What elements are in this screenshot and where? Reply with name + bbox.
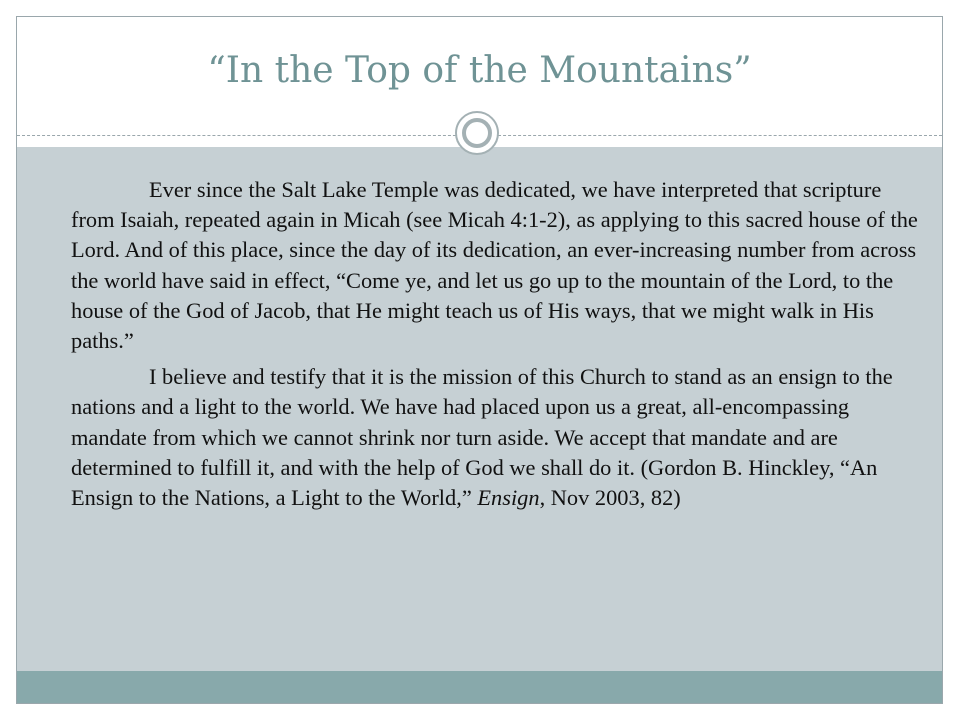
paragraph-1: Ever since the Salt Lake Temple was dedicated, we have interpreted that scripture from Isaiah, repeated again in Micah (see Micah 4:1-2), as applying to this sacred house of the Lord. And of this place, since the day of its dedication, an ever-increasing number from across the world have said in effect, “Come ye, and let us go up to the mountain of the Lord, to the house of the God of Jacob, that He might teach us of His ways, that we might walk in His paths.” [71,177,918,354]
circle-ornament-inner [462,118,492,148]
citation-end: , Nov 2003, 82) [539,485,681,511]
paragraph-2-text: I believe and testify that it is the mission of this Church to stand as an ensign to the nations and a light to the world. We have had placed upon us a great, all-encompassing mandate from which we cannot shrink nor turn aside. We accept that mandate and are determined to fulfill it, and with the help of God we shall do it. (Gordon B. Hinckley, “An Ensign to the Nations, a Light to the World,” [71,364,893,511]
citation-source-italic: Ensign [477,485,540,511]
footer-bar [17,671,942,704]
paragraph-2 [71,362,926,513]
slide [16,16,943,704]
content-area [17,147,942,675]
slide-title: “In the Top of the Mountains” [207,50,752,91]
quote-text [71,175,926,519]
circle-ornament-icon [455,111,499,155]
